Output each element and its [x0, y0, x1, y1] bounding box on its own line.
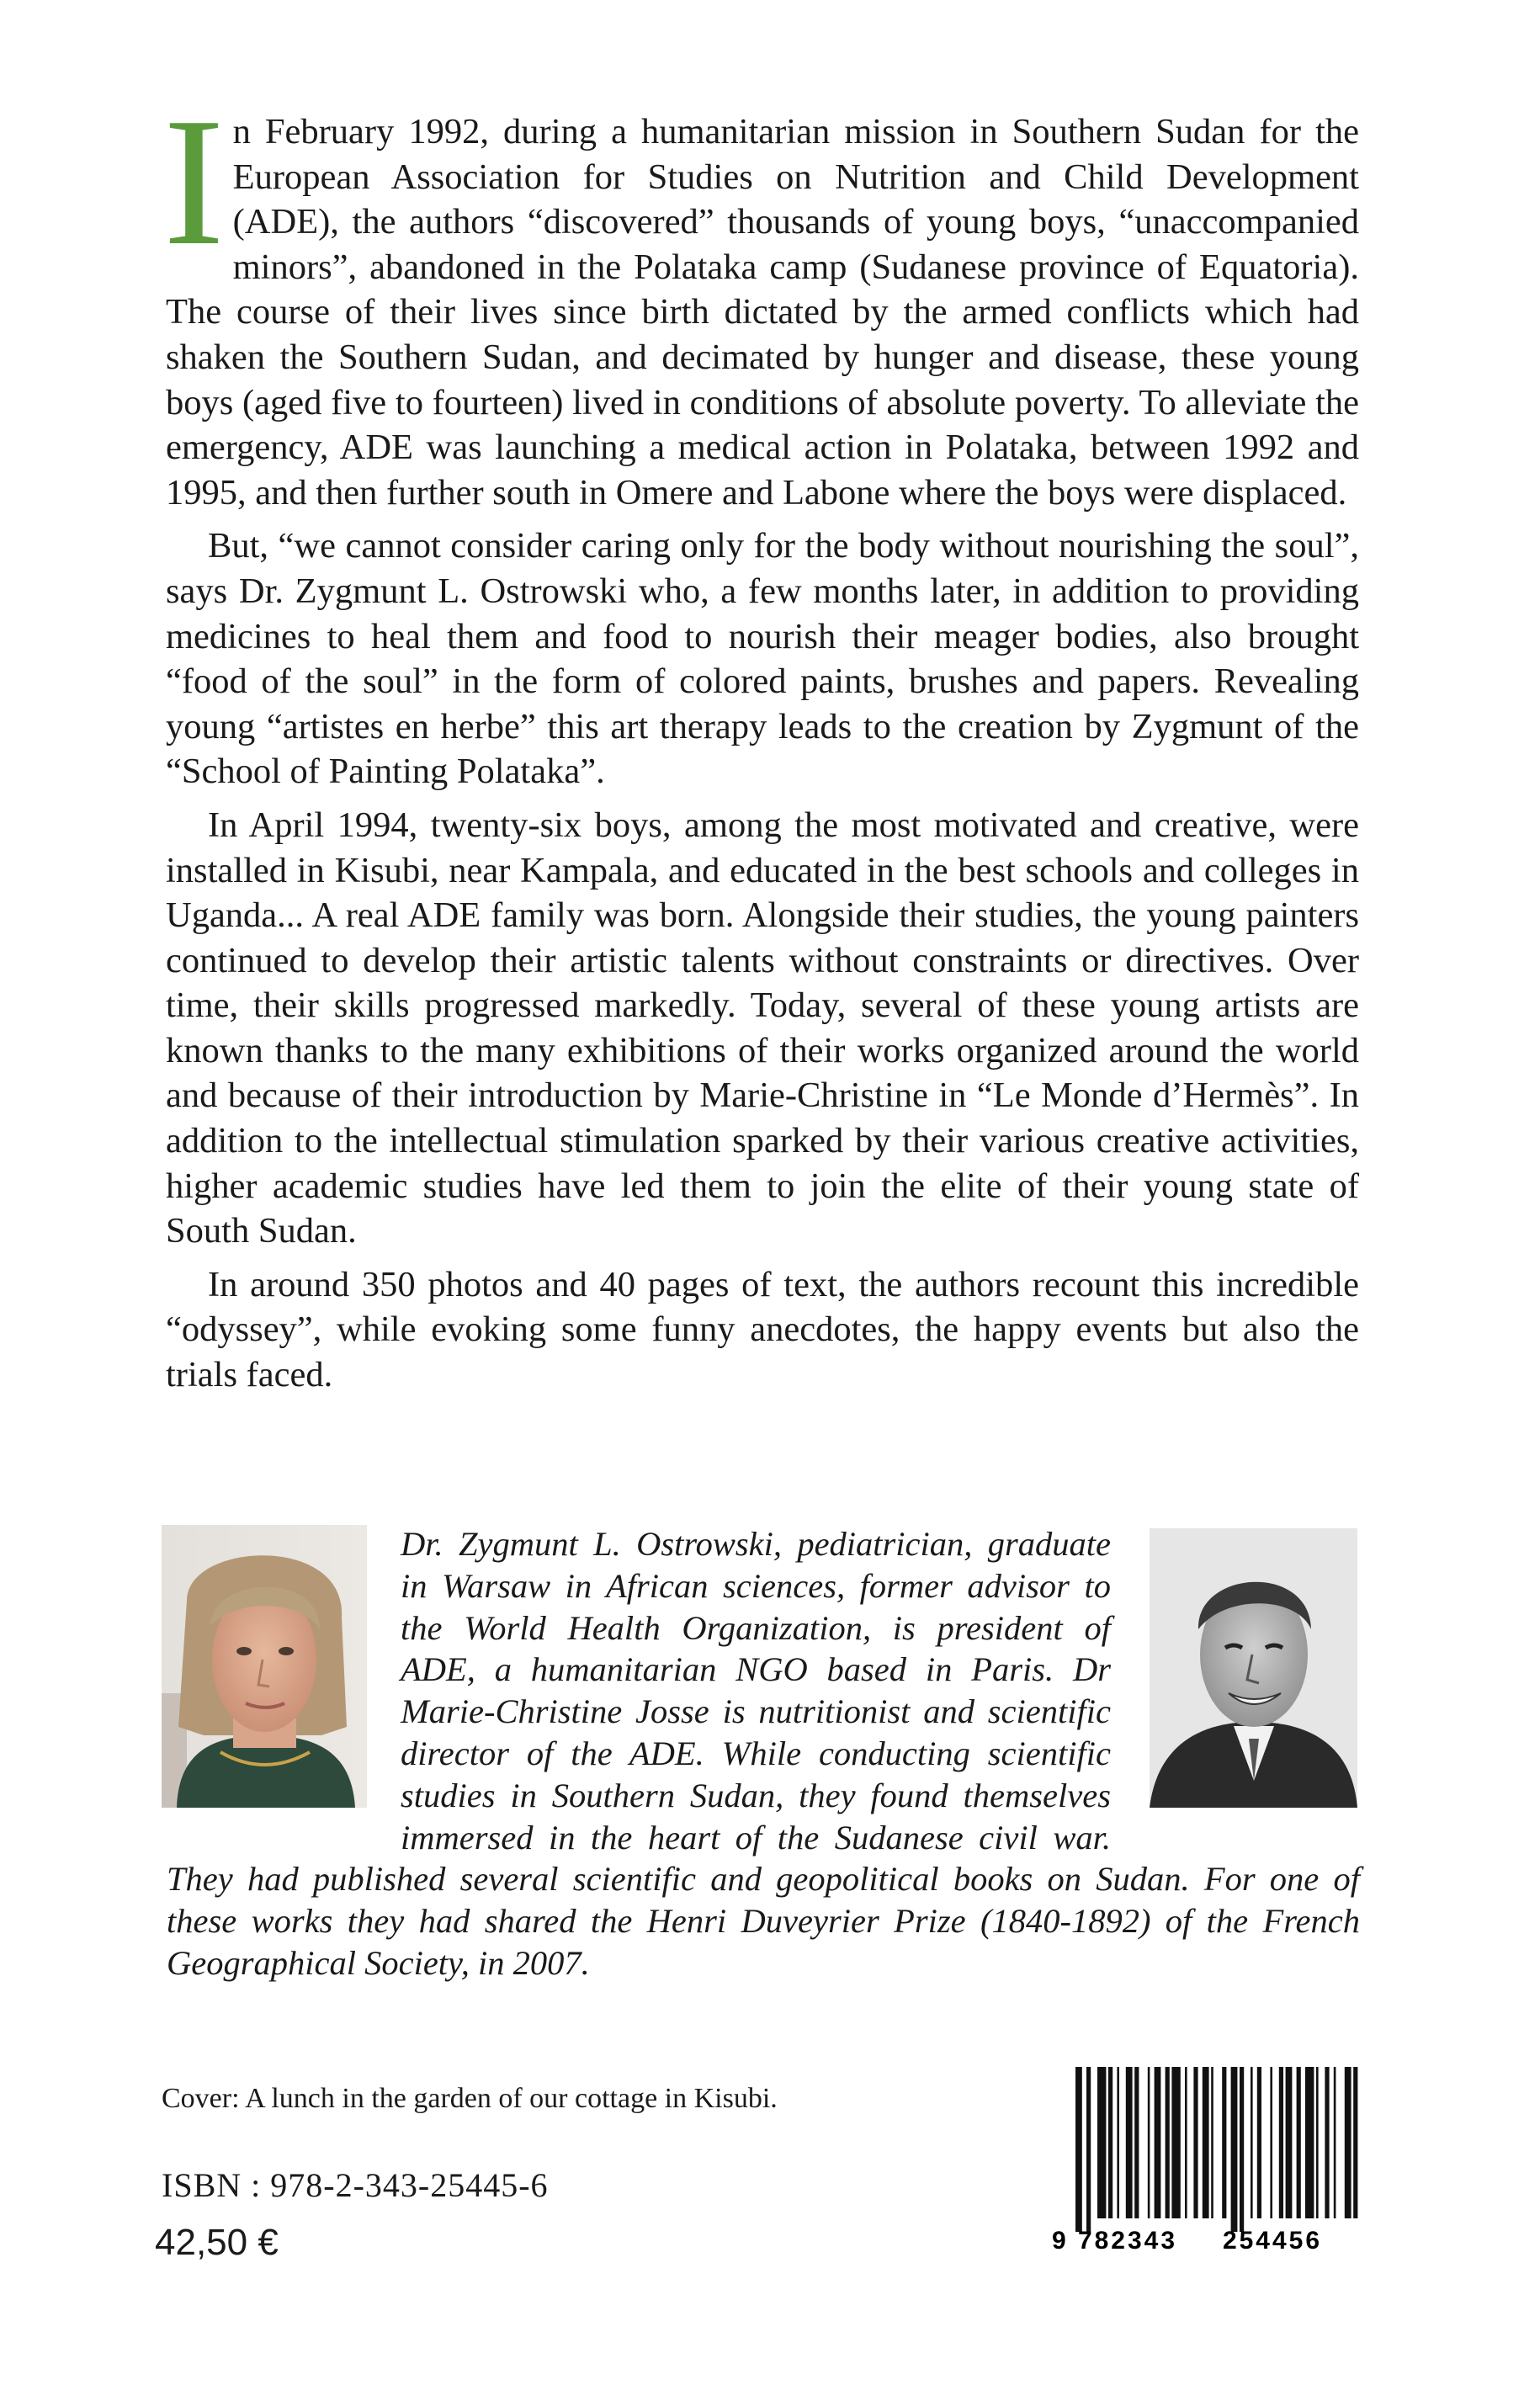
barcode-bar: [1211, 2067, 1213, 2218]
barcode-bar: [1134, 2067, 1139, 2218]
paragraph-4: In around 350 photos and 40 pages of text, the authors recount this incredible “odyssey”, while evoking some funny anecdotes, the happy events but also the trials faced.: [166, 1264, 1359, 1395]
barcode-bar: [1270, 2067, 1272, 2218]
barcode-bar: [1325, 2067, 1329, 2218]
barcode-left-digits: 782343: [1077, 2227, 1178, 2254]
barcode-bar: [1257, 2067, 1261, 2218]
barcode-bar: [1316, 2067, 1319, 2218]
bio-left-spacer: [167, 1523, 401, 1835]
barcode-bar: [1185, 2067, 1187, 2218]
barcode-bar: [1203, 2067, 1209, 2218]
barcode-bar: [1251, 2067, 1253, 2218]
authors-bio-text: Dr. Zygmunt L. Ostrowski, pediatrician, graduate in Warsaw in African sciences, former advisor to the World Health Organization, is president of ADE, a humanitarian NGO based in Paris. Dr Marie-Christine Josse is nutritionist and scientific director of the ADE. While conducting scientific studies in Southern Sudan, they found themselves immersed in the heart of the Sudanese civil war. They had published several scientific and geopolitical books on Sudan. For one of these works they had shared the Henri Duveyrier Prize (1840-1892) of the French Geographical Society, in 2007.: [167, 1525, 1360, 1982]
barcode-bar: [1353, 2067, 1357, 2218]
barcode-bar: [1222, 2067, 1226, 2218]
barcode-bar: [1148, 2067, 1150, 2218]
barcode-bars: [1075, 2067, 1357, 2232]
paragraph-1-text: n February 1992, during a humanitarian mission in Southern Sudan for the European Association for Studies on Nutrition and Child Development (ADE), the authors “discovered” thousands of young boys, “unaccompanied minors”, abandoned in the Polataka camp (Sudanese province of Equatoria). The course of their lives since birth dictated by the armed conflicts which had shaken the Southern Sudan, and decimated by hunger and disease, these young boys (aged five to fourteen) lived in conditions of absolute poverty. To alleviate the emergency, ADE was launching a medical action in Polataka, between 1992 and 1995, and then further south in Omere and Labone where the boys were displaced.: [166, 112, 1359, 513]
back-cover-description: [163, 81, 1359, 1398]
barcode: [1043, 2067, 1360, 2254]
barcode-bar: [1075, 2067, 1082, 2232]
paragraph-3: In April 1994, twenty-six boys, among the most motivated and creative, were installed in Kisubi, near Kampala, and educated in the best schools and colleges in Uganda... A real ADE family was born. Alongside their studies, the young painters continued to develop their artistic talents without constraints or directives. Over time, their skills progressed markedly. Today, several of these young artists are known thanks to the many exhibitions of their works organized around the world and because of their introduction by Marie-Christine in “Le Monde d’Hermès”. In addition to the intellectual stimulation sparked by their various creative activities, higher academic studies have led them to join the elite of their young state of South Sudan.: [166, 805, 1359, 1251]
barcode-bar: [1097, 2067, 1106, 2218]
paragraph-2: But, “we cannot consider caring only for the body without nourishing the soul”, says Dr. Zygmunt L. Ostrowski who, a few months later, in addition to providing medicines to heal them and food to nourish their meager bodies, also brought “food of the soul” in the form of colored paints, brushes and papers. Revealing young “artistes en herbe” this art therapy leads to the creation by Zygmunt of the “School of Painting Polataka”.: [166, 526, 1359, 792]
authors-bio: [167, 1523, 1360, 1984]
barcode-bar: [1297, 2067, 1301, 2218]
barcode-bar: [1155, 2067, 1161, 2218]
barcode-bar: [1345, 2067, 1351, 2218]
barcode-bar: [1240, 2067, 1244, 2232]
barcode-bar: [1117, 2067, 1119, 2218]
bio-right-spacer: [1111, 1523, 1360, 1835]
barcode-bar: [1193, 2067, 1197, 2218]
barcode-bar: [1231, 2067, 1238, 2232]
isbn-number: ISBN : 978-2-343-25445-6: [162, 2166, 549, 2204]
paragraph-1: [163, 81, 1359, 515]
barcode-bar: [1126, 2067, 1133, 2218]
barcode-first-digit: 9: [1052, 2227, 1066, 2254]
barcode-bar: [1279, 2067, 1283, 2218]
barcode-bar: [1086, 2067, 1091, 2232]
barcode-bar: [1334, 2067, 1336, 2218]
barcode-bar: [1305, 2067, 1314, 2218]
barcode-bar: [1166, 2067, 1170, 2218]
barcode-right-digits: 254456: [1222, 2227, 1323, 2254]
barcode-bar: [1171, 2067, 1180, 2218]
barcode-bar: [1108, 2067, 1113, 2218]
cover-caption: Cover: A lunch in the garden of our cottage in Kisubi.: [162, 2083, 778, 2114]
price-label: 42,50 €: [155, 2222, 279, 2263]
barcode-bar: [1286, 2067, 1293, 2218]
drop-cap: I: [163, 81, 225, 284]
